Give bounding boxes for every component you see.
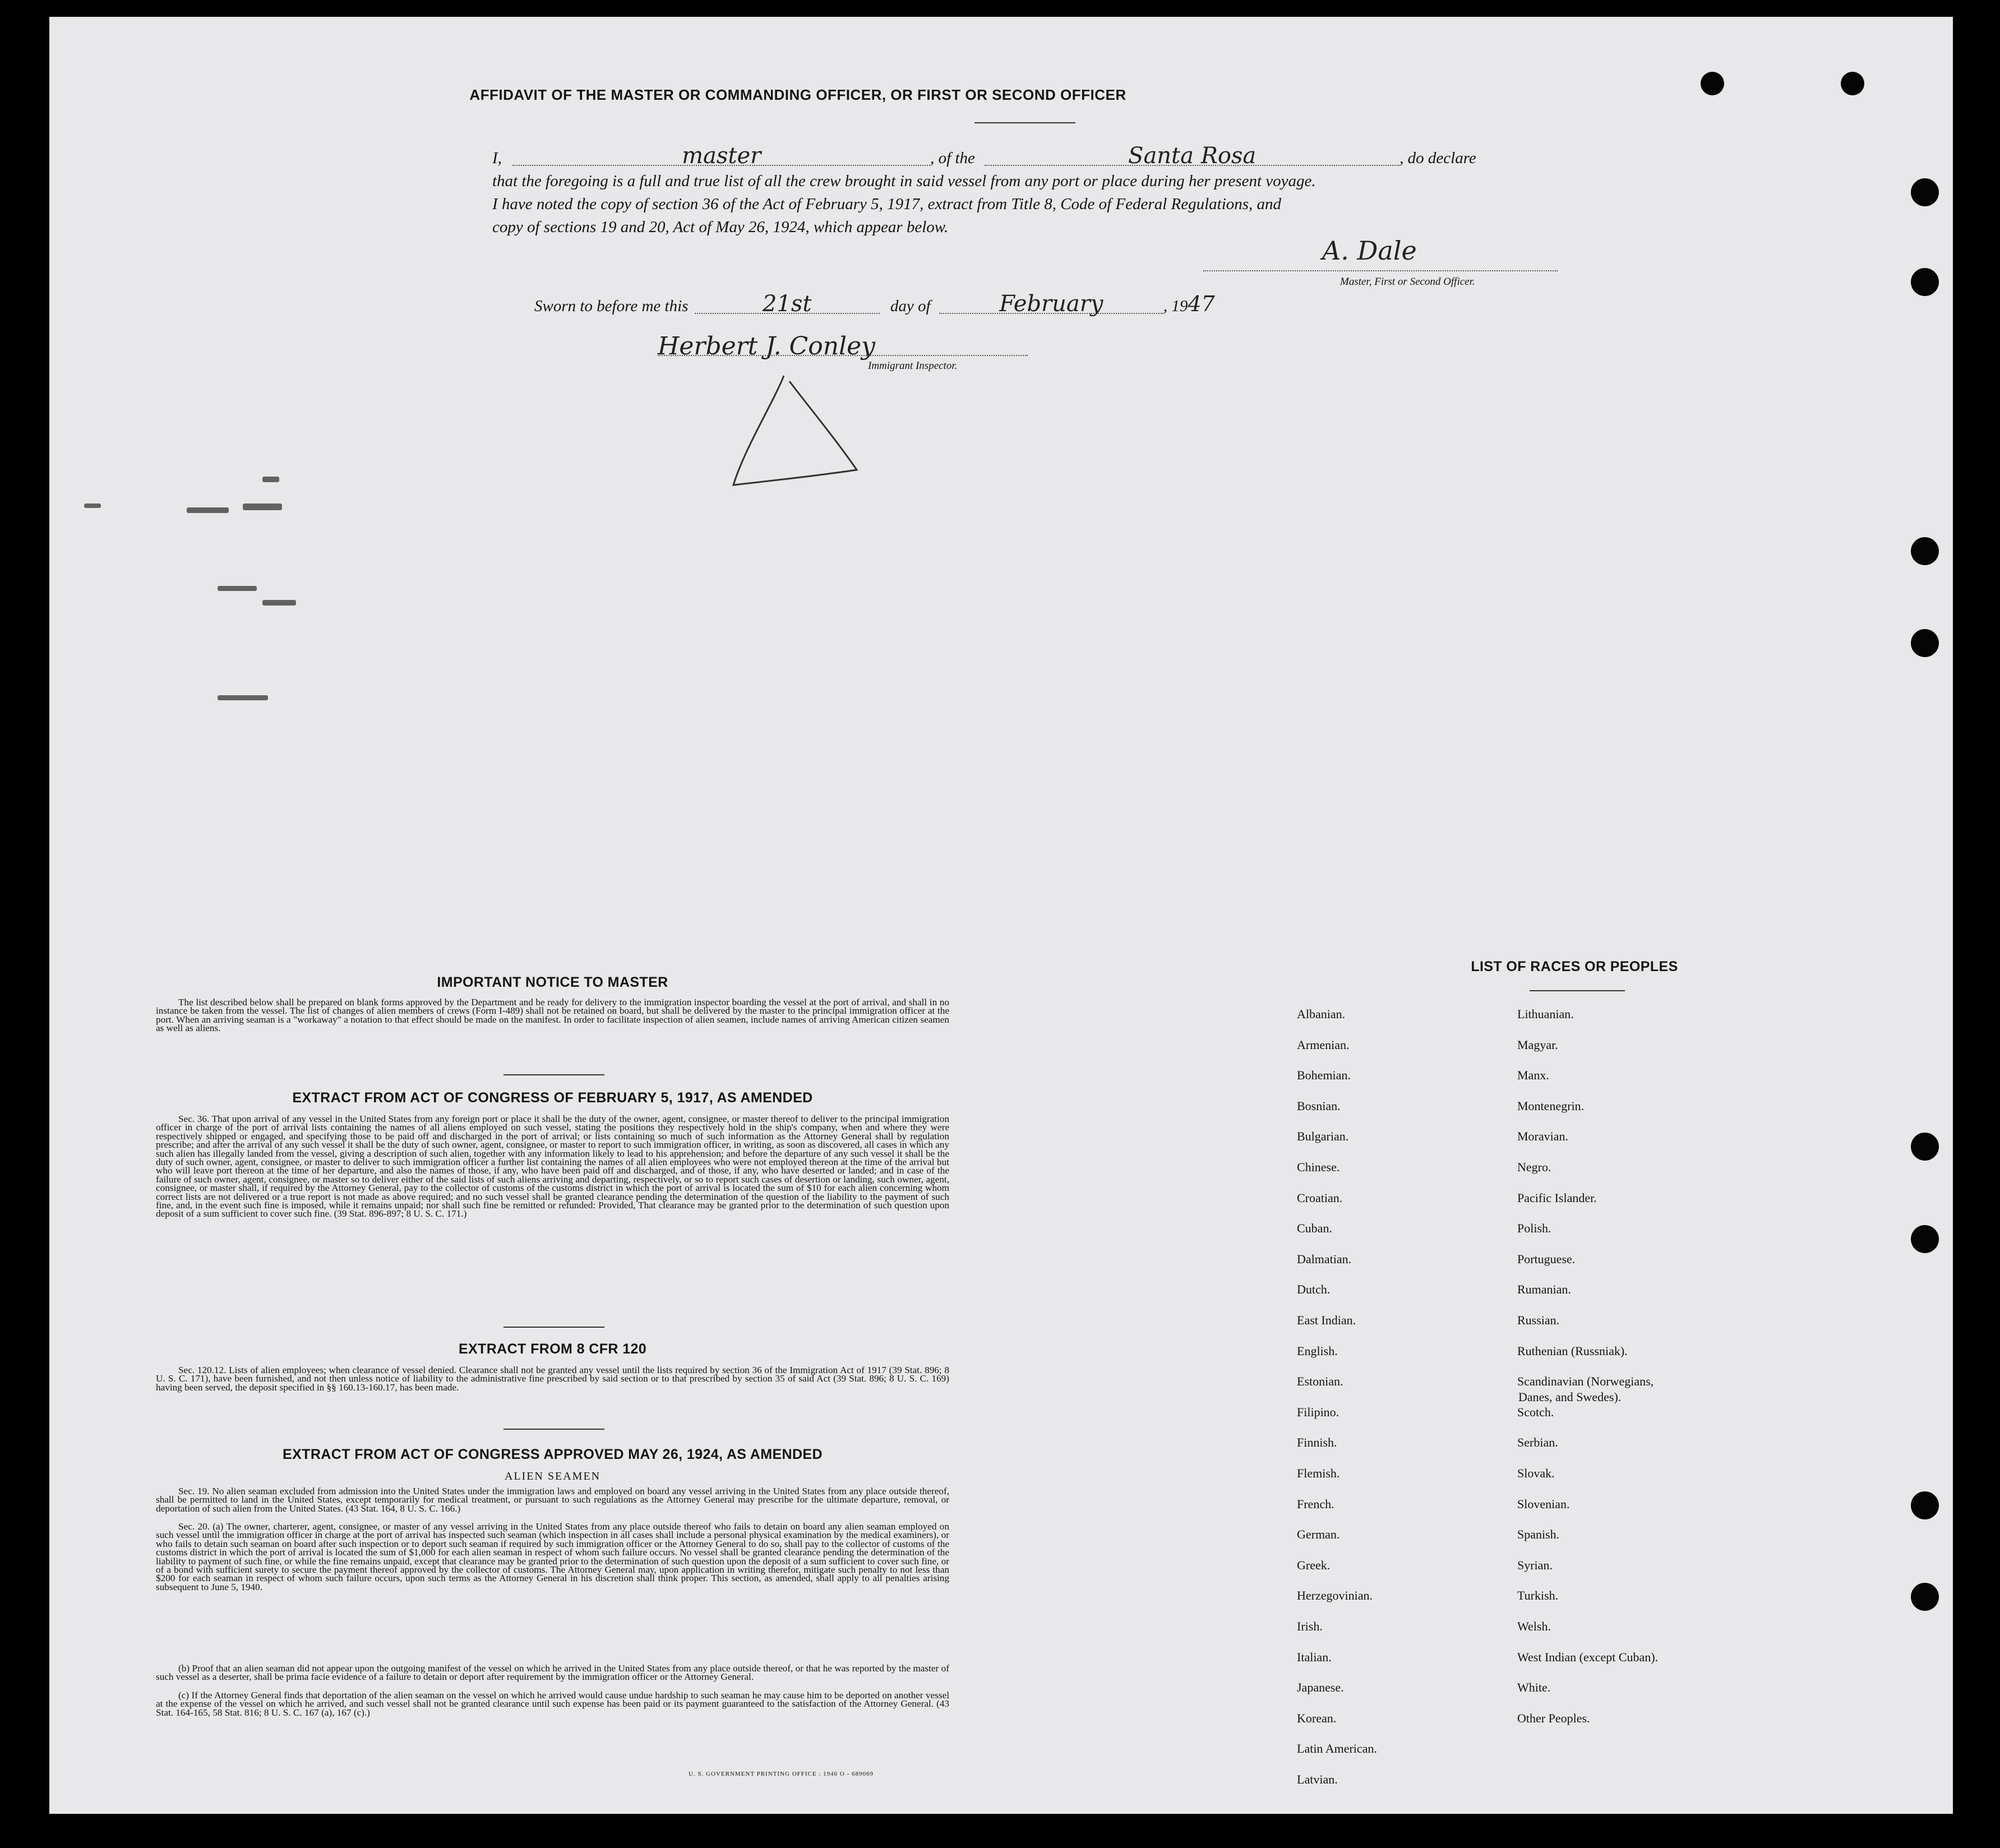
race-item: Polish. (1517, 1221, 1551, 1236)
ink-smudge (262, 600, 296, 606)
declaration-line-4: copy of sections 19 and 20, Act of May 26, 1924, which appear below. (492, 218, 949, 236)
race-item: Cuban. (1297, 1221, 1332, 1236)
race-item: Scandinavian (Norwegians, (1517, 1374, 1654, 1389)
race-item: Russian. (1517, 1313, 1560, 1327)
day-field: 21st (695, 295, 880, 314)
race-item: Chinese. (1297, 1160, 1340, 1174)
rank-field: master (512, 147, 930, 166)
race-item: Ruthenian (Russniak). (1517, 1343, 1628, 1358)
race-item: Negro. (1517, 1160, 1551, 1174)
sworn-line (534, 293, 1375, 318)
punch-hole (1911, 1491, 1939, 1519)
races-title: LIST OF RACES OR PEOPLES (1471, 959, 1678, 974)
do-declare-label: , do declare (1399, 149, 1476, 167)
race-item: Slovak. (1517, 1466, 1555, 1480)
punch-hole (1841, 72, 1864, 95)
race-item: Dalmatian. (1297, 1251, 1352, 1266)
races-rule (1530, 990, 1625, 991)
race-item: Finnish. (1297, 1435, 1337, 1450)
race-item: Latin American. (1297, 1741, 1377, 1756)
race-item: Dutch. (1297, 1282, 1331, 1297)
extract-1924-title: EXTRACT FROM ACT OF CONGRESS APPROVED MAY 26, 1924, AS AMENDED (283, 1447, 823, 1462)
extract-1917-text: Sec. 36. That upon arrival of any vessel in the United States from any foreign port or place it shall be the duty of the owner, agent, consignee, or master thereof to deliver to the principal immigration officer in charge of the port of arrival lists containing the names of all aliens employed on such vessel, stating the positions they respectively hold in the ship's company, when and where they were respectively shipped or engaged, and specifying those to be paid off and discharged in the port of arrival; or lists containing so much of such information as the Attorney General shall by regulation prescribe; and after the arrival of any such vessel it shall be the duty of such owner, agent, consignee, or master to report to such immigration officer, in writing, as soon as discovered, all cases in which any such alien has illegally landed from the vessel, giving a description of such alien, together with any information likely to lead to his apprehension; and before the departure of any such vessel it shall be the duty of such owner, agent, consignee, or master to deliver to such immigration officer a further list containing the names of all alien employees who were not employed thereon at the time of the arrival but who will leave port thereon at the time of her departure, and also the names of those, if any, who have been paid off and discharged, and of those, if any, who have deserted or landed; and in case of the failure of such owner, agent, consignee, or master so to deliver either of the said lists of such aliens arriving and departing, respectively, or so to report such cases of desertion or landing, such owner, agent, consignee, or master shall, if required by the Attorney General, pay to the collector of customs of the customs district in which the port of arrival is located the sum of $10 for each alien concerning whom correct lists are not delivered or a true report is not made as above required; and no such vessel shall be granted clearance pending the determination of the question of the liability to the payment of such fine, and, in the event such fine is imposed, while it remains unpaid; nor shall such fine be remitted or refunded: Provided, That clearance may be granted prior to the determination of such question upon deposit of a sum sufficient to cover such fine. (39 Stat. 896-897; 8 U. S. C. 171.) (156, 1114, 949, 1219)
extract-1924-sec20c: (c) If the Attorney General finds that deportation of the alien seaman on the vessel on which he arrived would cause undue hardship to such seaman he may cause him to be deported on another vessel at the expense of the vessel on which he arrived, and such vessel shall not be granted clearance until such expense has been paid or its payment guaranteed to the satisfaction of the Attorney General. (43 Stat. 164-165, 58 Stat. 816; 8 U. S. C. 167 (a), 167 (c).) (156, 1690, 949, 1718)
race-item: Herzegovinian. (1297, 1588, 1373, 1603)
punch-hole (1911, 537, 1939, 565)
extract-1917-rule (504, 1327, 604, 1328)
race-item: Albanian. (1297, 1007, 1346, 1021)
race-item: Magyar. (1517, 1037, 1558, 1052)
declaration-line-2: that the foregoing is a full and true list of all the crew brought in said vessel from any port or place during her present voyage. (492, 172, 1316, 190)
of-the-label: , of the (930, 149, 975, 167)
race-item: Irish. (1297, 1619, 1323, 1633)
master-signature-line (1203, 270, 1558, 271)
race-item: Armenian. (1297, 1037, 1350, 1052)
race-item: Other Peoples. (1517, 1711, 1590, 1725)
race-item: Estonian. (1297, 1374, 1343, 1389)
punch-hole (1911, 268, 1939, 296)
race-item: Korean. (1297, 1711, 1337, 1725)
race-item: French. (1297, 1496, 1334, 1511)
notice-title: IMPORTANT NOTICE TO MASTER (437, 974, 668, 990)
punch-hole (1911, 1583, 1939, 1611)
extract-cfr-rule (504, 1429, 604, 1430)
race-item: Italian. (1297, 1650, 1332, 1664)
notice-rule (504, 1074, 604, 1075)
extract-cfr-text: Sec. 120.12. Lists of alien employees; when clearance of vessel denied. Clearance shall not be granted any vessel until the lists required by section 36 of the Immigration Act of 1917 (39 Stat. 896; 8 U. S. C. 171), have been furnished, and not then unless notice of liability to the administrative fine prescribed by said section or to that prescribed by section 35 of said Act (39 Stat. 896; 8 U. S. C. 169) having been served, the deposit specified in §§ 160.13-160.17, has been made. (156, 1365, 949, 1393)
race-item: East Indian. (1297, 1313, 1356, 1327)
declaration-i: I, (492, 149, 502, 167)
race-item: Montenegrin. (1517, 1098, 1585, 1113)
affidavit-page (49, 17, 1953, 1814)
alien-seamen-subtitle: ALIEN SEAMEN (504, 1470, 601, 1482)
punch-hole (1911, 629, 1939, 657)
extract-1924-sec19: Sec. 19. No alien seaman excluded from admission into the United States under the immigration laws and employed on board any vessel arriving in the United States from any place outside thereof, shall be permitted to land in the United States, except temporarily for medical treatment, or pursuant to such regulations as the Attorney General may prescribe for the ultimate departure, removal, or deportation of such alien from the United States. (43 Stat. 164, 8 U. S. C. 166.) (156, 1486, 949, 1514)
race-item: Spanish. (1517, 1527, 1560, 1542)
race-item: German. (1297, 1527, 1340, 1542)
pen-scribble (722, 370, 868, 493)
race-item: Bosnian. (1297, 1098, 1341, 1113)
printing-office-footer: U. S. GOVERNMENT PRINTING OFFICE : 1946 O - 689069 (689, 1771, 874, 1777)
race-item: Bulgarian. (1297, 1129, 1349, 1144)
punch-hole (1911, 178, 1939, 206)
day-of-label: day of (890, 297, 931, 315)
race-item: Slovenian. (1517, 1496, 1570, 1511)
race-item: White. (1517, 1680, 1551, 1695)
sworn-label: Sworn to before me this (534, 297, 689, 315)
master-caption: Master, First or Second Officer. (1340, 276, 1475, 288)
inspector-signature: Herbert J. Conley (658, 332, 876, 361)
race-item: Welsh. (1517, 1619, 1551, 1633)
month-field: February (939, 295, 1163, 314)
declaration-line-3: I have noted the copy of section 36 of the Act of February 5, 1917, extract from Title 8, Code of Federal Regulations, and (492, 195, 1282, 213)
punch-hole (1701, 72, 1724, 95)
ink-smudge (262, 477, 279, 482)
race-item: Manx. (1517, 1068, 1549, 1083)
race-item: Rumanian. (1517, 1282, 1571, 1297)
ink-smudge (218, 586, 257, 591)
extract-1924-sec20a: Sec. 20. (a) The owner, charterer, agent, consignee, or master of any vessel arriving in the United States from any place outside thereof who fails to detain on board any alien seaman employed on such vessel until the immigration officer in charge at the port of arrival has inspected such seaman (which inspection in all cases shall include a personal physical examination by the medical examiners), or who fails to detain such seaman on board after such inspection or to deport such seaman if required by such immigration officer or the Attorney General to do so, shall pay to the collector of customs of the customs district in which the port of arrival is located the sum of $1,000 for each alien seaman in respect of whom such failure occurs. No vessel shall be granted clearance pending the determination of the liability to payment of such fine, or while the fine remains unpaid, except that clearance may be granted prior to the determination of such question upon the deposit of a sum sufficient to cover such fine, or of a bond with sufficient surety to secure the payment thereof approved by the collector of customs. The Attorney General may, upon application in writing therefor, mitigate such penalty to not less than $200 for each seaman in respect of whom such failure occurs, upon such terms as the Attorney General in his discretion shall think proper. This section, as amended, shall apply to all penalties arising subsequent to June 5, 1940. (156, 1521, 949, 1592)
year-field: 47 (1188, 292, 1215, 316)
race-item: Scotch. (1517, 1405, 1554, 1419)
ink-smudge (218, 695, 268, 700)
vessel-name-field: Santa Rosa (985, 147, 1399, 166)
race-item: Pacific Islander. (1517, 1190, 1597, 1205)
year-prefix: , 19 (1163, 297, 1188, 315)
extract-1917-title: EXTRACT FROM ACT OF CONGRESS OF FEBRUARY 5, 1917, AS AMENDED (292, 1090, 813, 1106)
ink-smudge (84, 503, 101, 508)
heading-rule (974, 122, 1075, 123)
race-item: West Indian (except Cuban). (1517, 1650, 1659, 1664)
extract-1924-sec20b: (b) Proof that an alien seaman did not appear upon the outgoing manifest of the vessel on which he arrived in the United States from any place outside thereof, or that he was reported by the master of such vessel as a deserter, shall be prima facie evidence of a failure to detain or deport after requirement by the immigration officer or the Attorney General. (156, 1663, 949, 1683)
ink-smudge (187, 507, 229, 513)
inspector-signature-line (658, 355, 1028, 356)
race-item: English. (1297, 1343, 1338, 1358)
punch-hole (1911, 1133, 1939, 1161)
race-item: Greek. (1297, 1558, 1331, 1572)
race-item: Japanese. (1297, 1680, 1344, 1695)
race-item: Syrian. (1517, 1558, 1553, 1572)
race-item: Latvian. (1297, 1772, 1338, 1786)
race-item: Croatian. (1297, 1190, 1343, 1205)
master-signature: A. Dale (1322, 235, 1417, 266)
notice-text: The list described below shall be prepared on blank forms approved by the Department and be ready for delivery to the immigration inspector boarding the vessel at the port of arrival, and shall in no instance be taken from the vessel. The list of changes of alien members of crews (Form I-489) shall not be retained on board, but shall be delivered by the master to the principal immigration officer at the port. When an arriving seaman is a "workaway" a notation to that effect should be made on the manifest. In order to facilitate inspection of alien seamen, include names of arriving American citizen seamen as well as aliens. (156, 997, 949, 1034)
declaration-line-1 (492, 143, 1574, 170)
race-item: Portuguese. (1517, 1251, 1576, 1266)
race-item: Moravian. (1517, 1129, 1569, 1144)
affidavit-heading: AFFIDAVIT OF THE MASTER OR COMMANDING OFFICER, OR FIRST OR SECOND OFFICER (469, 86, 1126, 103)
inspector-caption: Immigrant Inspector. (868, 360, 958, 372)
race-item: Serbian. (1517, 1435, 1558, 1450)
race-item: Filipino. (1297, 1405, 1340, 1419)
race-item: Flemish. (1297, 1466, 1340, 1480)
race-item: Turkish. (1517, 1588, 1559, 1603)
punch-hole (1911, 1225, 1939, 1253)
race-item: Lithuanian. (1517, 1007, 1574, 1021)
race-item: Danes, and Swedes). (1518, 1390, 1622, 1405)
extract-cfr-title: EXTRACT FROM 8 CFR 120 (458, 1341, 647, 1357)
race-item: Bohemian. (1297, 1068, 1351, 1083)
ink-smudge (243, 503, 282, 510)
